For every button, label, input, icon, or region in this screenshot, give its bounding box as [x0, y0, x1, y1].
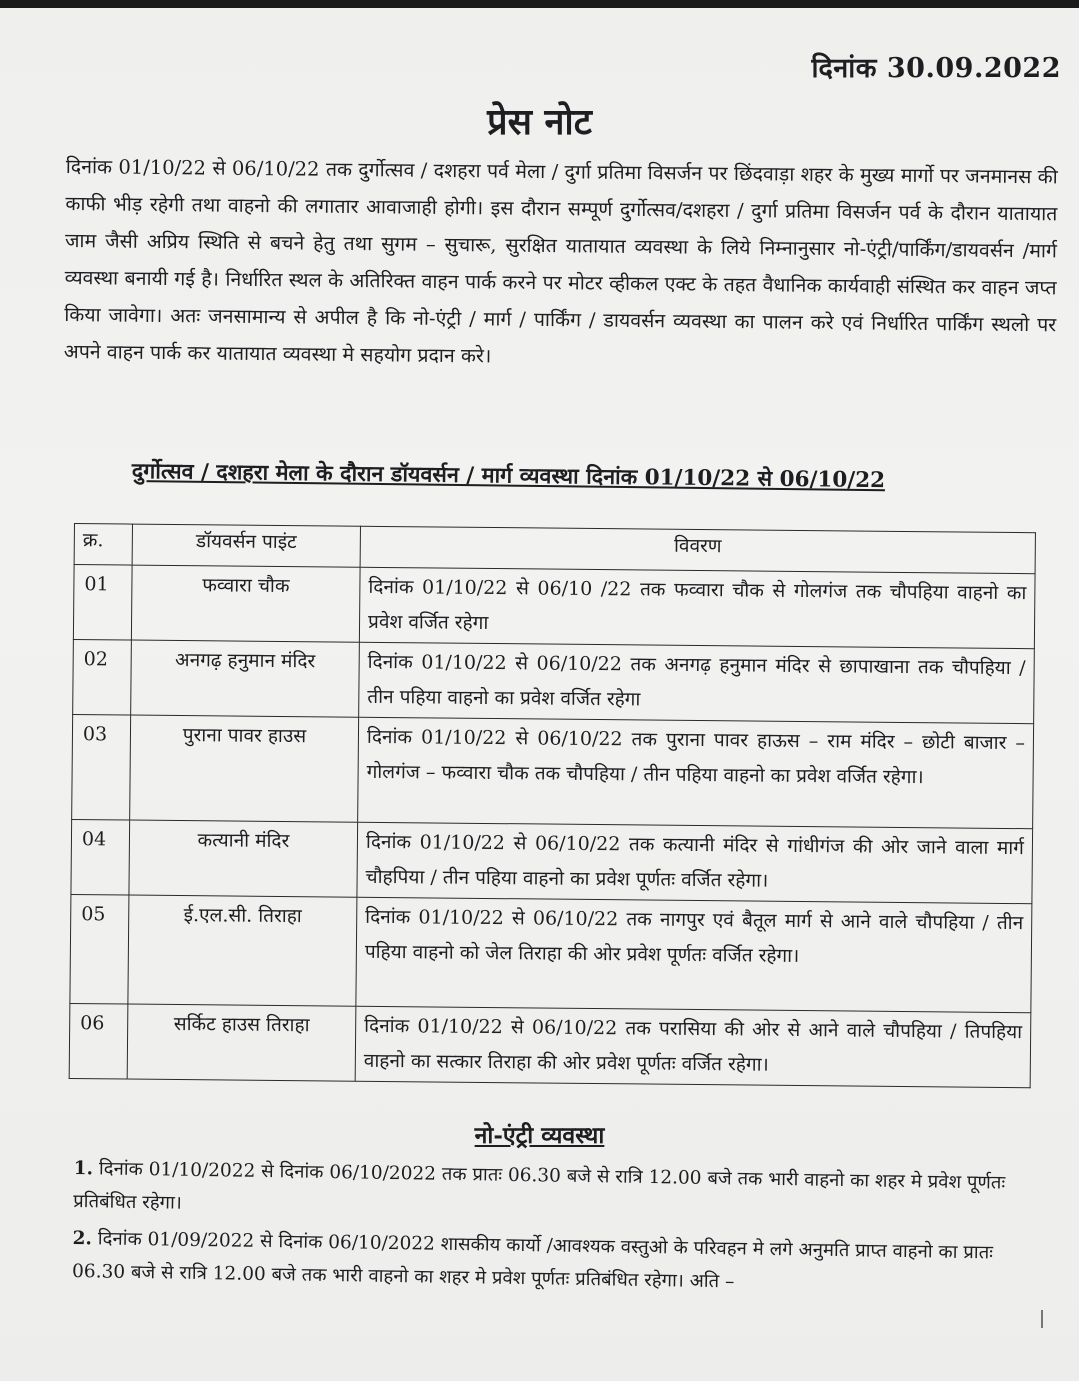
col-header-serial: क्र.: [74, 524, 132, 566]
table-row: [73, 565, 1035, 649]
row-point: ई.एल.सी. तिराहा: [128, 895, 357, 1006]
row-serial: 06: [69, 1003, 128, 1079]
row-point: पुराना पावर हाउस: [130, 715, 359, 822]
item-number: 2.: [72, 1227, 93, 1250]
table-row: [69, 1003, 1031, 1087]
row-point: फव्वारा चौक: [131, 565, 360, 642]
row-detail: दिनांक 01/10/22 से 06/10/22 तक अनगढ़ हनुमान मंदिर से छापाखाना तक चौपहिया / तीन पहिया वाहनो का प्रवेश वर्जित रहेगा: [359, 642, 1035, 723]
row-point: कत्यानी मंदिर: [129, 820, 358, 897]
intro-paragraph: दिनांक 01/10/22 से 06/10/22 तक दुर्गोत्सव / दशहरा पर्व मेला / दुर्गा प्रतिमा विसर्जन पर छिंदवाड़ा शहर के मुख्य मार्गो पर जनमानस की काफी भीड़ रहेगी तथा वाहनो की लगातार आवाजाही होगी। इस दौरान सम्पूर्ण दुर्गोत्सव/दशहरा / दुर्गा प्रतिमा विसर्जन पर्व के दौरान यातायात जाम जैसी अप्रिय स्थिति से बचने हेतु तथा सुगम – सुचारू, सुरक्षित यातायात व्यवस्था के लिये निम्नानुसार नो-एंट्री/पार्किंग/डायवर्सन /मार्ग व्यवस्था बनायी गई है। निर्धारित स्थल के अतिरिक्त वाहन पार्क करने पर मोटर व्हीकल एक्ट के तहत वैधानिक कार्यवाही संस्थित कर वाहन जप्त किया जावेगा। अतः जनसामान्य से अपील है कि नो-एंट्री / मार्ग / पार्किंग / डायवर्सन व्यवस्था का पालन करे एवं निर्धारित पार्किंग स्थलो पर अपने वाहन पार्क कर यातायात व्यवस्था मे सहयोग प्रदान करे।: [63, 154, 1058, 368]
press-note-page: [0, 8, 1079, 1381]
diversion-table: [69, 523, 1036, 1088]
row-detail: दिनांक 01/10/22 से 06/10 /22 तक फव्वारा चौक से गोलगंज तक चौपहिया वाहनो का प्रवेश वर्जित रहेगा: [359, 567, 1035, 648]
row-detail: दिनांक 01/10/22 से 06/10/22 तक नागपुर एवं बैतूल मार्ग से आने वाले चौपहिया / तीन पहिया वाहनो को जेल तिराहा की ओर प्रवेश पूर्णतः वर्जित रहेगा।: [356, 897, 1032, 1012]
row-serial: 01: [73, 565, 132, 641]
row-detail: दिनांक 01/10/22 से 06/10/22 तक पुराना पावर हाऊस – राम मंदिर – छोटी बाजार – गोलगंज – फव्वारा चौक तक चौपहिया / तीन पहिया वाहनो का प्रवेश वर्जित रहेगा।: [358, 717, 1034, 828]
col-header-point: डॉयवर्सन पाइंट: [132, 524, 360, 567]
list-item: [73, 1152, 1009, 1233]
col-header-detail: विवरण: [360, 526, 1035, 573]
item-number: 1.: [73, 1157, 94, 1180]
item-text: दिनांक 01/10/2022 से दिनांक 06/10/2022 तक प्रातः 06.30 बजे से रात्रि 12.00 बजे तक भारी वाहनो का शहर मे प्रवेश पूर्णतः प्रतिबंधित रहेगा।: [73, 1158, 1006, 1214]
page-edge-mark: [1041, 1310, 1043, 1328]
row-point: सर्किट हाउस तिराहा: [127, 1004, 356, 1081]
row-point: अनगढ़ हनुमान मंदिर: [131, 640, 360, 717]
row-serial: 03: [72, 714, 131, 820]
row-detail: दिनांक 01/10/22 से 06/10/22 तक परासिया की ओर से आने वाले चौपहिया / तिपहिया वाहनो का सत्कार तिराहा की ओर प्रवेश पूर्णतः वर्जित रहेगा।: [355, 1006, 1031, 1087]
list-item: [72, 1222, 1008, 1303]
row-serial: 02: [73, 639, 132, 715]
diversion-heading: दुर्गोत्सव / दशहरा मेला के दौरान डॉयवर्सन / मार्ग व्यवस्था दिनांक 01/10/22 से 06/10/22: [131, 458, 886, 494]
table-row: [72, 714, 1034, 828]
table-row: [73, 639, 1035, 723]
no-entry-list: [72, 1152, 1009, 1307]
table-row: [70, 894, 1032, 1012]
table-row: [71, 819, 1033, 903]
row-detail: दिनांक 01/10/22 से 06/10/22 तक कत्यानी मंदिर से गांधीगंज की ओर जाने वाला मार्ग चौहपिया / तीन पहिया वाहनो का प्रवेश पूर्णतः वर्जित रहेगा।: [357, 822, 1033, 903]
note-date: दिनांक 30.09.2022: [811, 53, 1061, 84]
no-entry-heading: नो-एंट्री व्यवस्था: [474, 1122, 605, 1149]
page-title: प्रेस नोट: [487, 101, 592, 143]
row-serial: 04: [71, 819, 130, 895]
item-text: दिनांक 01/09/2022 से दिनांक 06/10/2022 शासकीय कार्यो /आवश्यक वस्तुओ के परिवहन मे लगे अनुमति प्राप्त वाहनो का प्रातः 06.30 बजे से रात्रि 12.00 बजे तक भारी वाहनो का शहर मे प्रवेश पूर्णतः प्रतिबंधित रहेगा। अति –: [71, 1228, 994, 1293]
row-serial: 05: [70, 894, 129, 1004]
